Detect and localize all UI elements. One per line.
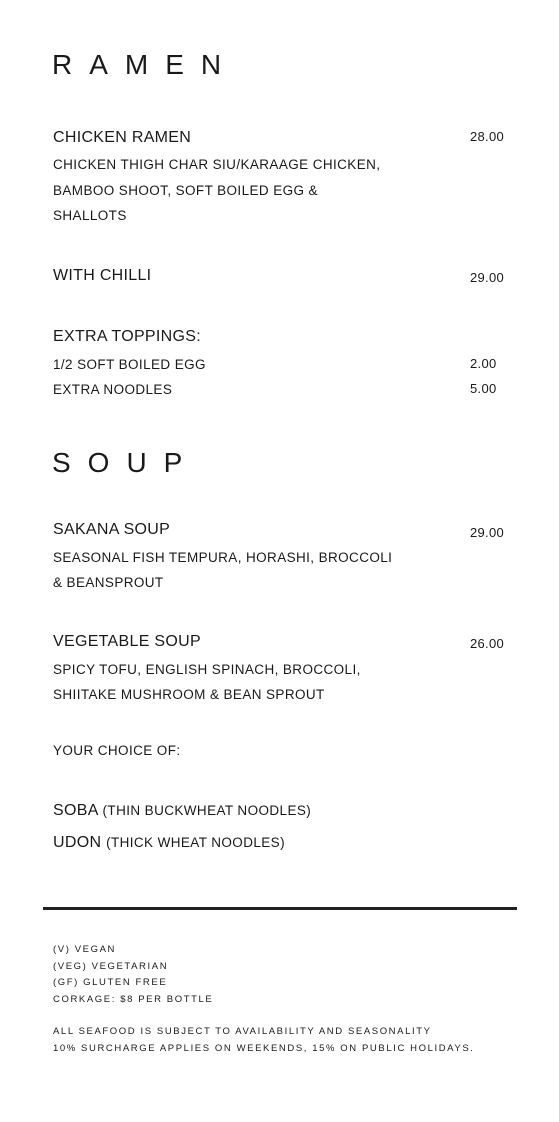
with-chilli-price: 29.00 <box>470 270 505 285</box>
extra-topping-name: EXTRA NOODLES <box>53 382 173 397</box>
vegetable-soup-desc-line: SHIITAKE MUSHROOM & BEAN SPROUT <box>53 687 325 702</box>
footer-note: 10% SURCHARGE APPLIES ON WEEKENDS, 15% ON PUBLIC HOLIDAYS. <box>53 1043 475 1054</box>
extra-toppings-heading: EXTRA TOPPINGS: <box>53 328 201 345</box>
noodle-option-note: (THICK WHEAT NOODLES) <box>106 835 285 850</box>
extra-topping-price: 5.00 <box>470 381 497 396</box>
vegetable-soup-name: VEGETABLE SOUP <box>53 633 201 650</box>
sakana-soup-desc-line: & BEANSPROUT <box>53 575 164 590</box>
noodle-option-note: (THIN BUCKWHEAT NOODLES) <box>102 803 312 818</box>
sakana-soup-desc-line: SEASONAL FISH TEMPURA, HORASHI, BROCCOLI <box>53 550 393 565</box>
sakana-soup-name: SAKANA SOUP <box>53 521 171 538</box>
dietary-legend-line: (GF) GLUTEN FREE <box>53 977 168 988</box>
soup-section-title: SOUP <box>52 447 200 478</box>
footer-note: ALL SEAFOOD IS SUBJECT TO AVAILABILITY AND SEASONALITY <box>53 1026 432 1037</box>
footer-divider <box>43 907 517 910</box>
chicken-ramen-price: 28.00 <box>470 129 505 144</box>
noodle-option-name: SOBA <box>53 802 98 819</box>
chicken-ramen-desc-line: SHALLOTS <box>53 208 127 223</box>
dietary-legend-line: (VEG) VEGETARIAN <box>53 961 169 972</box>
extra-topping-price: 2.00 <box>470 356 497 371</box>
noodle-option <box>53 803 311 819</box>
sakana-soup-price: 29.00 <box>470 525 505 540</box>
noodle-option <box>53 835 285 851</box>
chicken-ramen-desc-line: BAMBOO SHOOT, SOFT BOILED EGG & <box>53 183 318 198</box>
vegetable-soup-price: 26.00 <box>470 636 505 651</box>
corkage-note: CORKAGE: $8 PER BOTTLE <box>53 994 214 1005</box>
choice-label: YOUR CHOICE OF: <box>53 743 181 758</box>
noodle-option-name: UDON <box>53 834 102 851</box>
ramen-section-title: RAMEN <box>52 49 239 80</box>
chicken-ramen-name: CHICKEN RAMEN <box>53 129 192 146</box>
vegetable-soup-desc-line: SPICY TOFU, ENGLISH SPINACH, BROCCOLI, <box>53 662 361 677</box>
extra-topping-name: 1/2 SOFT BOILED EGG <box>53 357 206 372</box>
chicken-ramen-desc-line: CHICKEN THIGH CHAR SIU/KARAAGE CHICKEN, <box>53 157 381 172</box>
with-chilli-name: WITH CHILLI <box>53 267 152 284</box>
dietary-legend-line: (V) VEGAN <box>53 944 116 955</box>
